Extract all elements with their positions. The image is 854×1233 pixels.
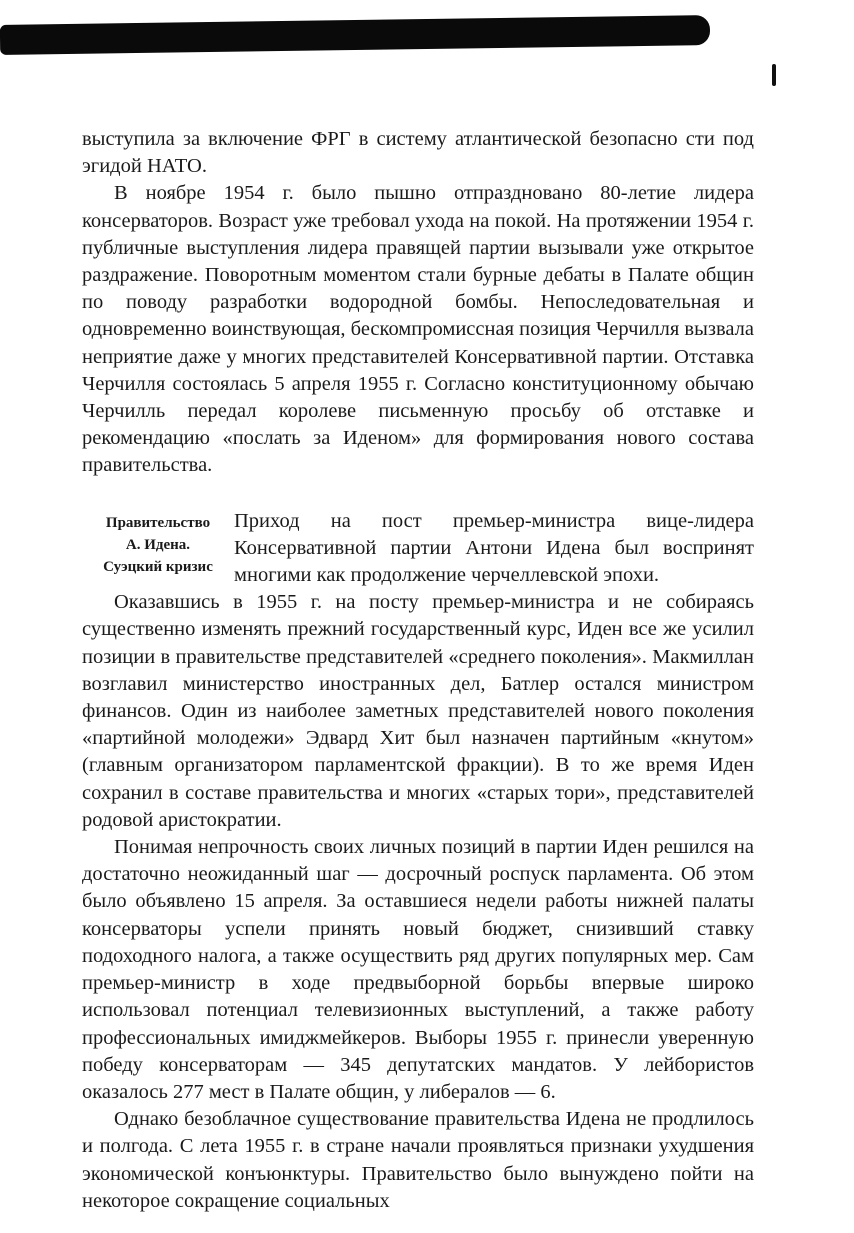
paragraph: выступила за включение ФРГ в систему атлантической безопасно сти под эгидой НАТО.: [82, 128, 754, 178]
margin-heading-line: Суэцкий кризис: [103, 558, 213, 575]
margin-heading-line: Правительство: [105, 514, 211, 531]
document-page: [82, 126, 754, 1215]
section-block: [82, 508, 754, 590]
margin-heading-line: А. Идена.: [125, 536, 191, 553]
paragraph: В ноябре 1954 г. было пышно отпраздновано 80-летие лидера консерваторов. Возраст уже требовал ухода на покой. На протяжении 1954 г. публичные выступления лидера правящей партии вызывали уже открытое раздражение. Поворотным моментом стали бурные дебаты в Палате общин по поводу разработки водородной бомбы. Непоследовательная и одновременно воинствующая, бескомпромиссная позиция Черчилля вызвала неприятие даже у многих представителей Консервативной партии. Отставка Черчилля состоялась 5 апреля 1955 г. Согласно конституционному обычаю Черчилль передал королеве письменную просьбу об отставке и рекомендацию «послать за Иденом» для формирования нового состава правительства.: [82, 182, 754, 477]
paragraph: Однако безоблачное существование правительства Идена не продлилось и полгода. С лета 1955 г. в стране начали проявляться признаки ухудшения экономической конъюнктуры. Правительство было вынуждено пойти на некоторое сокращение социальных: [82, 1108, 754, 1212]
section-lead-text: Приход на пост премьер-министра вице-лидера Консервативной партии Антони Идена был воспринят многими как продолжение черчеллевской эпохи.: [234, 509, 754, 587]
paragraph: Оказавшись в 1955 г. на посту премьер-министра и не собираясь существенно изменять прежний государственный курс, Иден все же усилил позиции в правительстве представителей «среднего поколения». Макмиллан возглавил министерство иностранных дел, Батлер остался министром финансов. Один из наиболее заметных представителей нового поколения «партийной молодежи» Эдвард Хит был назначен партийным «кнутом» (главным организатором парламентской фракции). В то же время Иден сохранил в составе правительства и многих «старых тори», представителей родовой аристократии.: [82, 591, 754, 831]
paragraph: Понимая непрочность своих личных позиций в партии Иден решился на достаточно неожиданный шаг — досрочный роспуск парламента. Об этом было объявлено 15 апреля. За оставшиеся недели работы нижней палаты консерваторы успели принять новый бюджет, снизивший ставку подоходного налога, а также осуществить ряд других популярных мер. Сам премьер-министр в ходе предвыборной борьбы впервые широко использовал потенциал телевизионных выступлений, а также работу профессиональных имиджмейкеров. Выборы 1955 г. принесли уверенную победу консерваторам — 345 депутатских мандатов. У лейбористов оказалось 277 мест в Палате общин, у либералов — 6.: [82, 836, 754, 1103]
scan-shadow-bar: [0, 15, 710, 55]
margin-heading: [82, 508, 234, 590]
scan-mark: [772, 64, 776, 86]
